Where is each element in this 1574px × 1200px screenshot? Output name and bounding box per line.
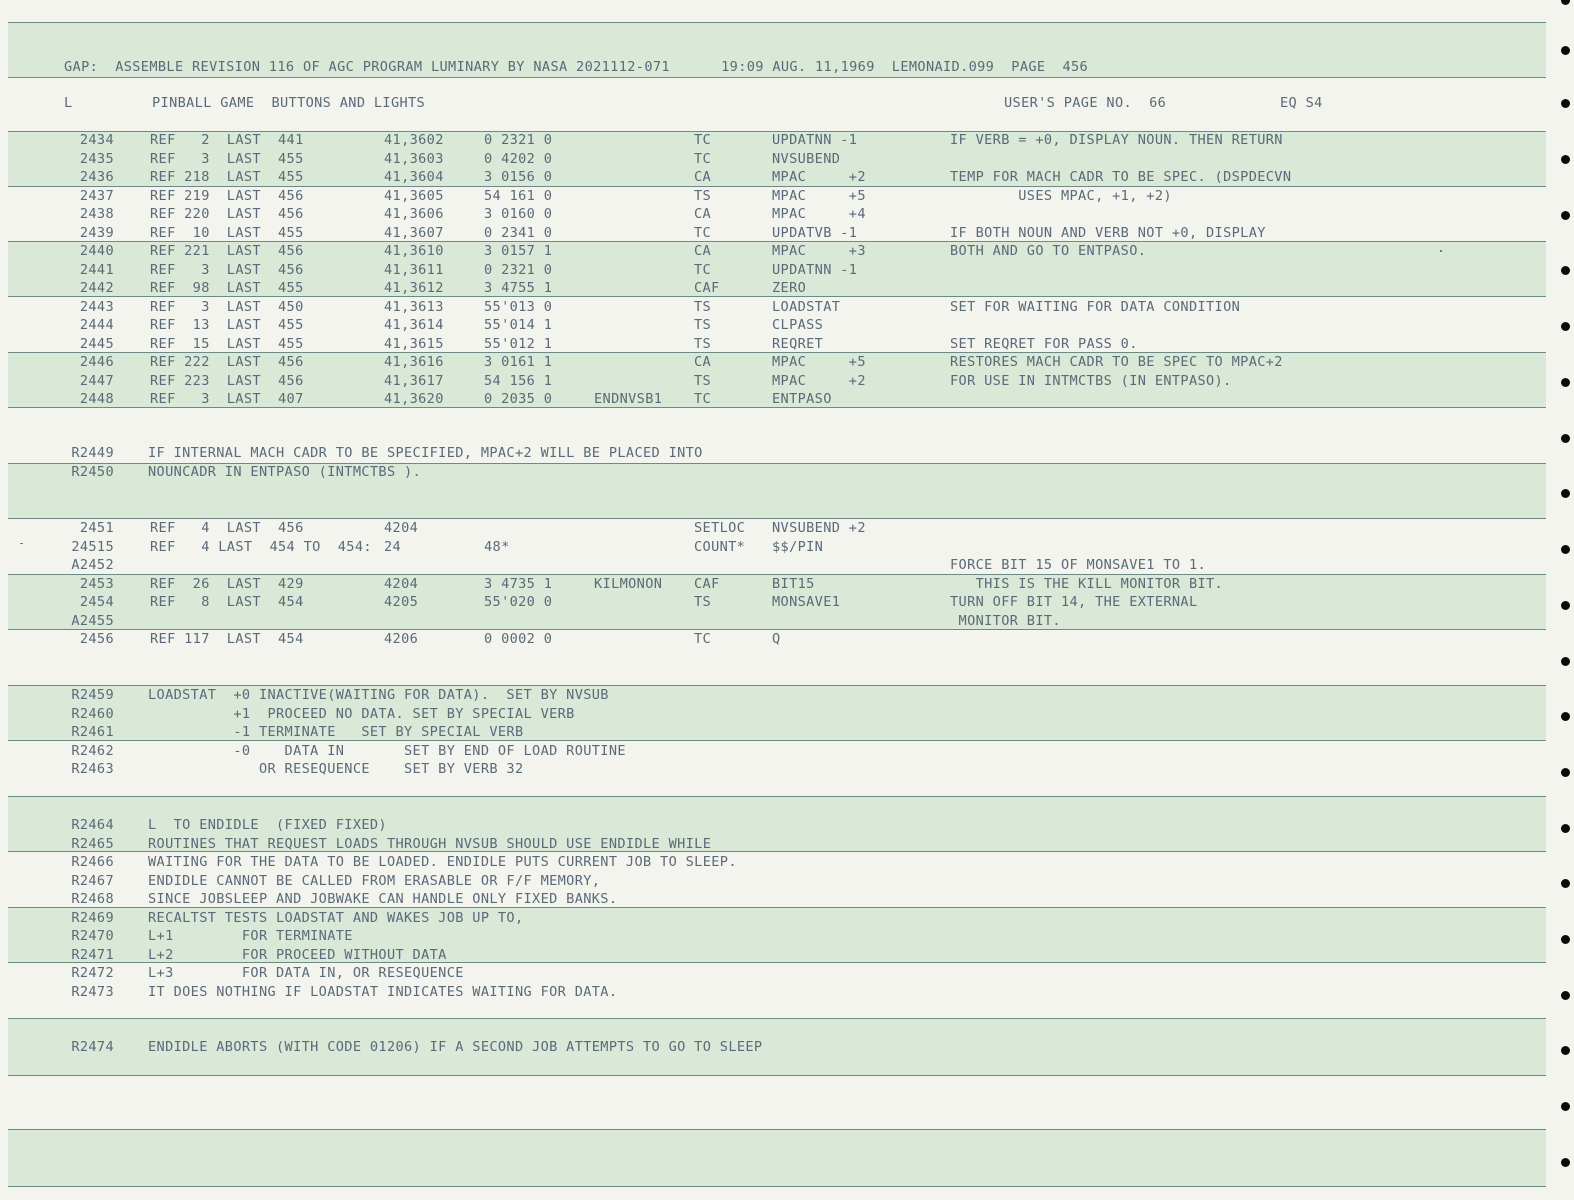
- remark-number: R2471: [71, 946, 114, 963]
- feed-hole: [1561, 434, 1570, 443]
- remark-text: L+3 FOR DATA IN, OR RESEQUENCE: [148, 965, 464, 981]
- op-field: CAF: [694, 575, 720, 592]
- code-field: 3 4755 1: [484, 280, 553, 296]
- operand-field: BIT15: [772, 575, 815, 592]
- line-number: 2456: [79, 631, 114, 647]
- op-field: TC: [694, 261, 712, 278]
- ref-field: REF 13 LAST 455: [150, 317, 304, 333]
- code-field: 3 0160 0: [484, 206, 553, 222]
- addr-field: 4204: [384, 575, 419, 592]
- code-field: 0 2321 0: [484, 261, 553, 278]
- feed-hole: [1561, 489, 1570, 498]
- operand-field: MPAC +2: [772, 169, 866, 185]
- remark-text: L+1 FOR TERMINATE: [148, 928, 353, 944]
- feed-hole: [1561, 99, 1570, 108]
- feed-hole: [1561, 1158, 1570, 1167]
- remark-number: R2461: [71, 724, 114, 740]
- op-field: CA: [694, 243, 712, 259]
- addr-field: 41,3615: [384, 335, 444, 352]
- code-field: 55'014 1: [484, 317, 553, 333]
- feed-hole: [1561, 211, 1570, 220]
- ref-field: REF 3 LAST 455: [150, 150, 304, 167]
- operand-field: MPAC +5: [772, 354, 866, 370]
- code-field: 55'012 1: [484, 335, 553, 352]
- label-field: KILMONON: [594, 575, 663, 592]
- op-field: TS: [694, 187, 712, 204]
- op-field: TC: [694, 631, 712, 647]
- code-field: 0 2035 0: [484, 391, 553, 407]
- addr-field: 41,3603: [384, 150, 444, 167]
- remark-text: OR RESEQUENCE SET BY VERB 32: [148, 761, 524, 777]
- ref-field: REF 4 LAST 456: [150, 520, 304, 536]
- remark-number: R2449: [71, 445, 114, 461]
- addr-field: 41,3616: [384, 354, 444, 370]
- comment-field: THIS IS THE KILL MONITOR BIT.: [950, 575, 1224, 592]
- remark-number: R2459: [71, 687, 114, 703]
- line-number: 2443: [79, 298, 114, 315]
- line-number: 2447: [79, 372, 114, 389]
- ref-field: REF 10 LAST 455: [150, 224, 304, 241]
- eq-marker: EQ S4: [1280, 95, 1323, 111]
- scan-speck: [1440, 250, 1442, 252]
- addr-field: 41,3610: [384, 243, 444, 259]
- op-field: TS: [694, 372, 712, 389]
- addr-field: 41,3613: [384, 298, 444, 315]
- feed-hole: [1561, 712, 1570, 721]
- feed-hole: [1561, 768, 1570, 777]
- op-field: COUNT*: [694, 538, 746, 555]
- ref-field: REF 222 LAST 456: [150, 354, 304, 370]
- comment-field: TURN OFF BIT 14, THE EXTERNAL: [950, 594, 1198, 610]
- operand-field: MONSAVE1: [772, 594, 841, 610]
- remark-number: R2466: [71, 854, 114, 870]
- remark-text: LOADSTAT +0 INACTIVE(WAITING FOR DATA). SET BY NVSUB: [148, 687, 609, 703]
- op-field: TC: [694, 391, 712, 407]
- comment-field: SET REQRET FOR PASS 0.: [950, 335, 1138, 352]
- feed-hole: [1561, 46, 1570, 55]
- comment-field: FORCE BIT 15 OF MONSAVE1 TO 1.: [950, 557, 1207, 573]
- operand-field: CLPASS: [772, 317, 824, 333]
- op-field: TC: [694, 224, 712, 241]
- line-number: 2446: [79, 354, 114, 370]
- comment-field: BOTH AND GO TO ENTPASO.: [950, 243, 1147, 259]
- operand-field: NVSUBEND +2: [772, 520, 866, 536]
- code-field: 3 0157 1: [484, 243, 553, 259]
- remark-number: R2469: [71, 909, 114, 926]
- comment-field: SET FOR WAITING FOR DATA CONDITION: [950, 298, 1241, 315]
- feed-hole: [1561, 601, 1570, 610]
- line-number: A2452: [71, 557, 114, 573]
- comment-field: RESTORES MACH CADR TO BE SPEC TO MPAC+2: [950, 354, 1283, 370]
- scan-speck: [20, 543, 23, 544]
- ref-field: REF 8 LAST 454: [150, 594, 304, 610]
- ref-field: REF 2 LAST 441: [150, 132, 304, 148]
- log-section-title: PINBALL GAME BUTTONS AND LIGHTS: [152, 95, 426, 111]
- remark-text: ROUTINES THAT REQUEST LOADS THROUGH NVSUB SHOULD USE ENDIDLE WHILE: [148, 835, 712, 852]
- code-field: 54 161 0: [484, 187, 553, 204]
- operand-field: NVSUBEND: [772, 150, 841, 167]
- operand-field: REQRET: [772, 335, 824, 352]
- operand-field: MPAC +5: [772, 187, 866, 204]
- comment-field: IF VERB = +0, DISPLAY NOUN. THEN RETURN: [950, 132, 1283, 148]
- op-field: SETLOC: [694, 520, 746, 536]
- feed-hole: [1561, 322, 1570, 331]
- remark-number: R2474: [71, 1039, 114, 1055]
- code-field: 54 156 1: [484, 372, 553, 389]
- line-number: 2448: [79, 391, 114, 407]
- remark-number: R2470: [71, 928, 114, 944]
- addr-field: 41,3617: [384, 372, 444, 389]
- remark-number: R2473: [71, 983, 114, 1000]
- remark-number: R2462: [71, 742, 114, 759]
- comment-field: USES MPAC, +1, +2): [950, 187, 1172, 204]
- ref-field: REF 220 LAST 456: [150, 206, 304, 222]
- op-field: TS: [694, 335, 712, 352]
- op-field: TC: [694, 150, 712, 167]
- op-field: TS: [694, 594, 712, 610]
- operand-field: UPDATNN -1: [772, 261, 858, 278]
- comment-field: TEMP FOR MACH CADR TO BE SPEC. (DSPDECVN: [950, 169, 1292, 185]
- ref-field: REF 223 LAST 456: [150, 372, 304, 389]
- remark-number: R2464: [71, 817, 114, 833]
- remark-text: +1 PROCEED NO DATA. SET BY SPECIAL VERB: [148, 705, 575, 722]
- line-number: 24515: [71, 538, 114, 555]
- code-field: 3 0161 1: [484, 354, 553, 370]
- log-section-marker: L: [64, 95, 73, 111]
- label-field: ENDNVSB1: [594, 391, 663, 407]
- feed-hole: [1561, 1046, 1570, 1055]
- op-field: CA: [694, 169, 712, 185]
- remark-number: R2465: [71, 835, 114, 852]
- remark-number: R2468: [71, 891, 114, 907]
- line-number: 2440: [79, 243, 114, 259]
- ref-field: REF 4 LAST 454 TO 454:: [150, 538, 372, 555]
- addr-field: 41,3612: [384, 280, 444, 296]
- operand-field: MPAC +2: [772, 372, 866, 389]
- op-field: TS: [694, 298, 712, 315]
- addr-field: 41,3604: [384, 169, 444, 185]
- line-number: 2451: [79, 520, 114, 536]
- line-number: 2436: [79, 169, 114, 185]
- feed-hole: [1561, 935, 1570, 944]
- line-number: 2445: [79, 335, 114, 352]
- ref-field: REF 3 LAST 450: [150, 298, 304, 315]
- feed-hole: [1561, 1102, 1570, 1111]
- addr-field: 41,3605: [384, 187, 444, 204]
- addr-field: 41,3607: [384, 224, 444, 241]
- op-field: CAF: [694, 280, 720, 296]
- feed-hole: [1561, 545, 1570, 554]
- remark-text: ENDIDLE CANNOT BE CALLED FROM ERASABLE OR F/F MEMORY,: [148, 872, 601, 889]
- op-field: TC: [694, 132, 712, 148]
- op-field: TS: [694, 317, 712, 333]
- remark-text: IT DOES NOTHING IF LOADSTAT INDICATES WAITING FOR DATA.: [148, 983, 618, 1000]
- remark-number: R2460: [71, 705, 114, 722]
- operand-field: ZERO: [772, 280, 807, 296]
- remark-text: L+2 FOR PROCEED WITHOUT DATA: [148, 946, 447, 963]
- ref-field: REF 3 LAST 456: [150, 261, 304, 278]
- remark-text: -1 TERMINATE SET BY SPECIAL VERB: [148, 724, 524, 740]
- remark-text: WAITING FOR THE DATA TO BE LOADED. ENDIDLE PUTS CURRENT JOB TO SLEEP.: [148, 854, 737, 870]
- feed-hole: [1561, 155, 1570, 164]
- ref-field: REF 98 LAST 455: [150, 280, 304, 296]
- feed-hole: [1561, 824, 1570, 833]
- code-field: 55'013 0: [484, 298, 553, 315]
- code-field: 0 2341 0: [484, 224, 553, 241]
- feed-hole: [1561, 0, 1570, 5]
- ref-field: REF 3 LAST 407: [150, 391, 304, 407]
- code-field: 0 4202 0: [484, 150, 553, 167]
- operand-field: UPDATVB -1: [772, 224, 858, 241]
- operand-field: Q: [772, 631, 781, 647]
- operand-field: MPAC +4: [772, 206, 866, 222]
- addr-field: 4206: [384, 631, 419, 647]
- addr-field: 41,3614: [384, 317, 444, 333]
- line-number: 2437: [79, 187, 114, 204]
- feed-hole: [1561, 879, 1570, 888]
- addr-field: 24: [384, 538, 402, 555]
- ref-field: REF 219 LAST 456: [150, 187, 304, 204]
- feed-hole: [1561, 378, 1570, 387]
- remark-text: -0 DATA IN SET BY END OF LOAD ROUTINE: [148, 742, 626, 759]
- code-field: 3 4735 1: [484, 575, 553, 592]
- addr-field: 41,3611: [384, 261, 444, 278]
- code-field: 0 0002 0: [484, 631, 553, 647]
- ref-field: REF 15 LAST 455: [150, 335, 304, 352]
- addr-field: 41,3602: [384, 132, 444, 148]
- remark-text: IF INTERNAL MACH CADR TO BE SPECIFIED, MPAC+2 WILL BE PLACED INTO: [148, 445, 703, 461]
- remark-text: RECALTST TESTS LOADSTAT AND WAKES JOB UP TO,: [148, 909, 524, 926]
- line-number: 2454: [79, 594, 114, 610]
- feed-hole: [1561, 991, 1570, 1000]
- line-number: 2439: [79, 224, 114, 241]
- op-field: CA: [694, 354, 712, 370]
- operand-field: UPDATNN -1: [772, 132, 858, 148]
- code-field: 48*: [484, 538, 510, 555]
- ref-field: REF 26 LAST 429: [150, 575, 304, 592]
- remark-number: R2467: [71, 872, 114, 889]
- comment-field: FOR USE IN INTMCTBS (IN ENTPASO).: [950, 372, 1232, 389]
- remark-text: ENDIDLE ABORTS (WITH CODE 01206) IF A SECOND JOB ATTEMPTS TO GO TO SLEEP: [148, 1039, 763, 1055]
- addr-field: 41,3620: [384, 391, 444, 407]
- remark-text: SINCE JOBSLEEP AND JOBWAKE CAN HANDLE ONLY FIXED BANKS.: [148, 891, 618, 907]
- line-number: 2444: [79, 317, 114, 333]
- ref-field: REF 218 LAST 455: [150, 169, 304, 185]
- addr-field: 41,3606: [384, 206, 444, 222]
- op-field: CA: [694, 206, 712, 222]
- feed-hole: [1561, 266, 1570, 275]
- operand-field: MPAC +3: [772, 243, 866, 259]
- line-number: 2434: [79, 132, 114, 148]
- feed-hole: [1561, 657, 1570, 666]
- ref-field: REF 221 LAST 456: [150, 243, 304, 259]
- remark-text: L TO ENDIDLE (FIXED FIXED): [148, 817, 387, 833]
- assembly-header-line: GAP: ASSEMBLE REVISION 116 OF AGC PROGRAM LUMINARY BY NASA 2021112-071 19:09 AUG. 11,1969 LEMONAID.099 PAGE 456: [64, 59, 1089, 75]
- comment-field: IF BOTH NOUN AND VERB NOT +0, DISPLAY: [950, 224, 1266, 241]
- comment-field: MONITOR BIT.: [950, 612, 1061, 629]
- code-field: 55'020 0: [484, 594, 553, 610]
- operand-field: $$/PIN: [772, 538, 824, 555]
- remark-number: R2463: [71, 761, 114, 777]
- addr-field: 4205: [384, 594, 419, 610]
- user-page-number: USER'S PAGE NO. 66: [1004, 95, 1167, 111]
- line-number: A2455: [71, 612, 114, 629]
- line-number: 2441: [79, 261, 114, 278]
- code-field: 0 2321 0: [484, 132, 553, 148]
- code-field: 3 0156 0: [484, 169, 553, 185]
- line-number: 2453: [79, 575, 114, 592]
- line-number: 2438: [79, 206, 114, 222]
- ref-field: REF 117 LAST 454: [150, 631, 304, 647]
- remark-number: R2472: [71, 965, 114, 981]
- operand-field: ENTPASO: [772, 391, 832, 407]
- addr-field: 4204: [384, 520, 419, 536]
- operand-field: LOADSTAT: [772, 298, 841, 315]
- line-number: 2435: [79, 150, 114, 167]
- remark-text: NOUNCADR IN ENTPASO (INTMCTBS ).: [148, 463, 422, 480]
- remark-number: R2450: [71, 463, 114, 480]
- line-number: 2442: [79, 280, 114, 296]
